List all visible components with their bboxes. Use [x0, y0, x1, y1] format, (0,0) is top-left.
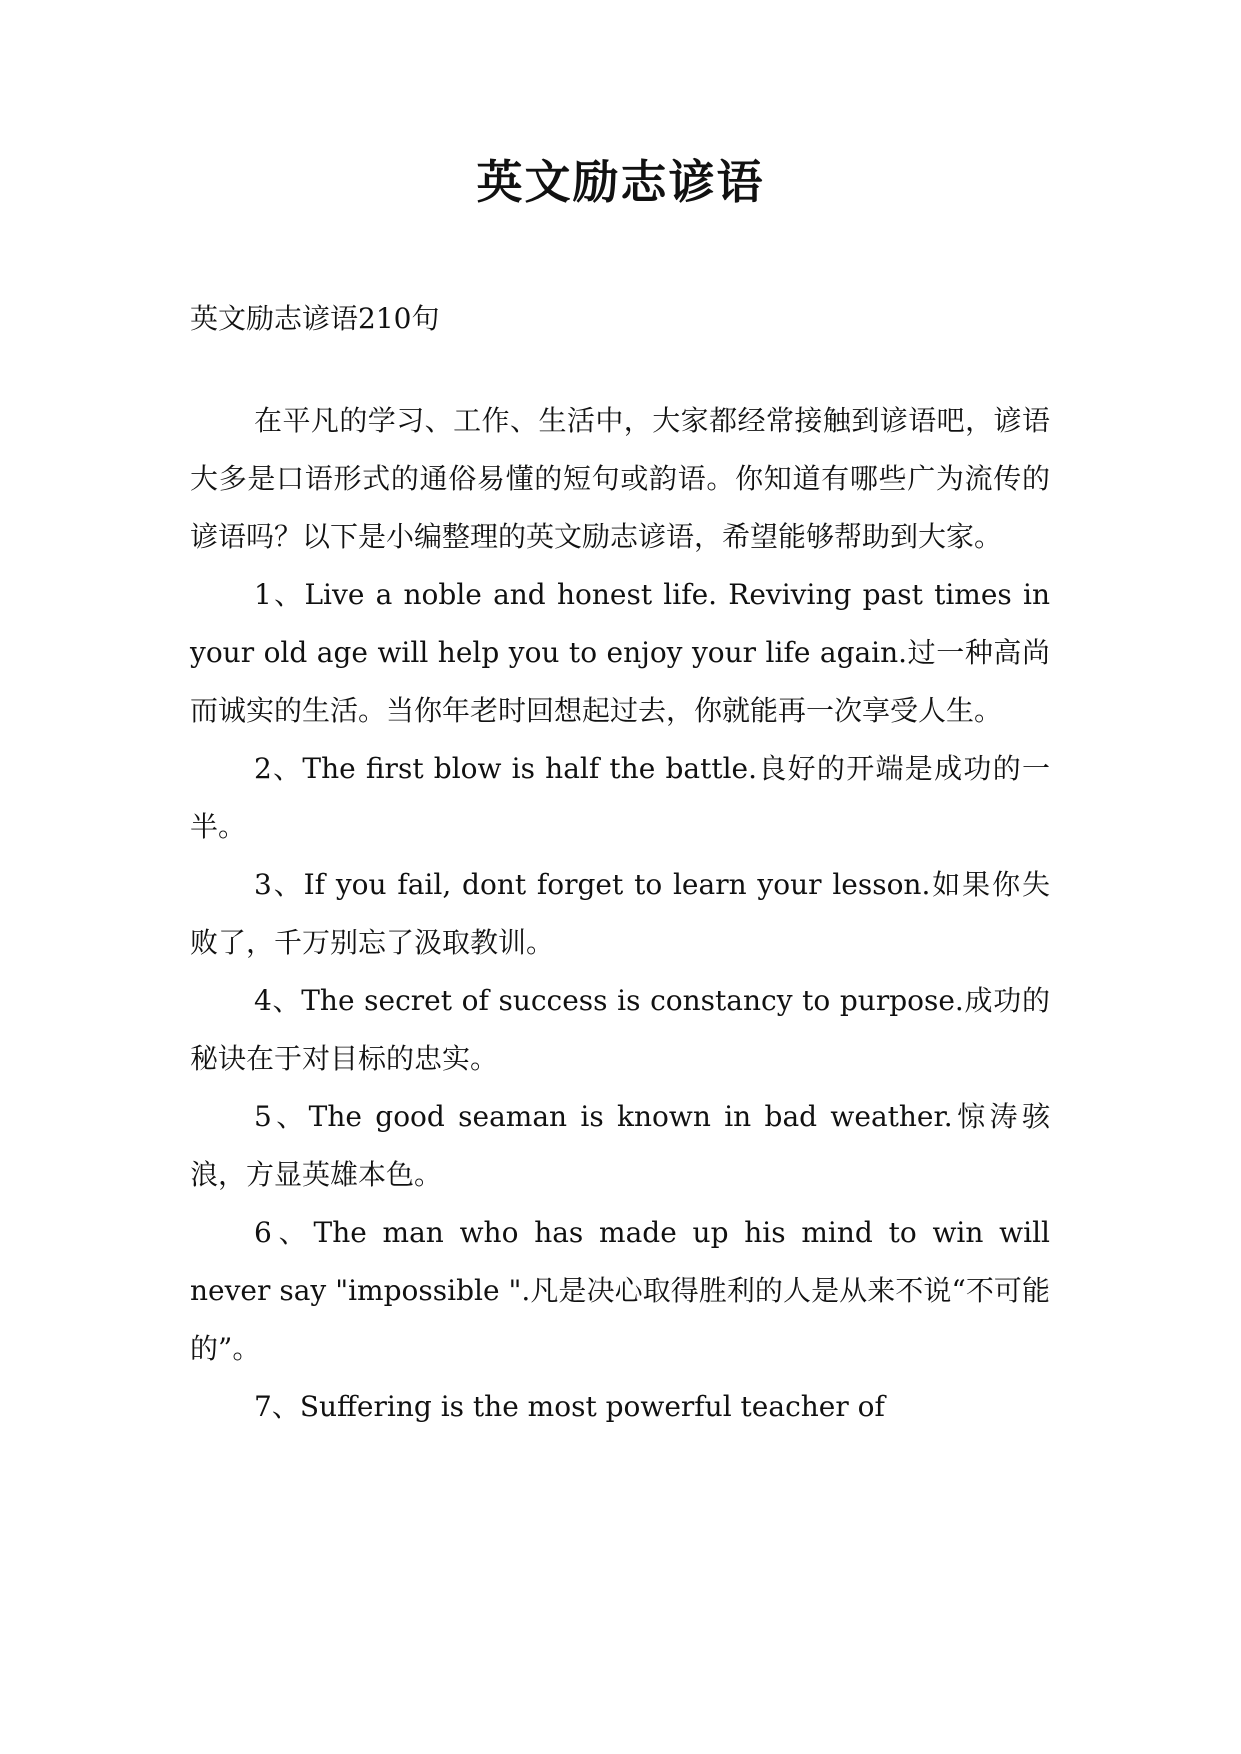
- document-body: [190, 290, 1050, 1436]
- proverb-item: 5、The good seaman is known in bad weather.惊涛骇浪，方显英雄本色。: [190, 1100, 1050, 1191]
- document-subtitle: 英文励志谚语210句: [190, 302, 440, 335]
- proverb-item: 7、Suffering is the most powerful teacher of: [254, 1390, 885, 1423]
- document-title: 英文励志谚语: [476, 155, 765, 209]
- proverb-item: 1、Live a noble and honest life. Reviving past times in your old age will help you to enjoy your life again.过一种高尚而诚实的生活。当你年老时回想起过去，你就能再一次享受人生。: [190, 578, 1050, 727]
- proverb-item: 3、If you fail, dont forget to learn your lesson.如果你失败了，千万别忘了汲取教训。: [190, 868, 1050, 959]
- intro-paragraph: 在平凡的学习、工作、生活中，大家都经常接触到谚语吧，谚语大多是口语形式的通俗易懂的短句或韵语。你知道有哪些广为流传的谚语吗？以下是小编整理的英文励志谚语，希望能够帮助到大家。: [190, 404, 1050, 553]
- proverb-item: 6、The man who has made up his mind to win will never say "impossible ".凡是决心取得胜利的人是从来不说“不可能的”。: [190, 1216, 1050, 1365]
- proverb-item: 4、The secret of success is constancy to purpose.成功的秘诀在于对目标的忠实。: [190, 984, 1050, 1075]
- proverb-item: 2、The first blow is half the battle.良好的开端是成功的一半。: [190, 752, 1050, 843]
